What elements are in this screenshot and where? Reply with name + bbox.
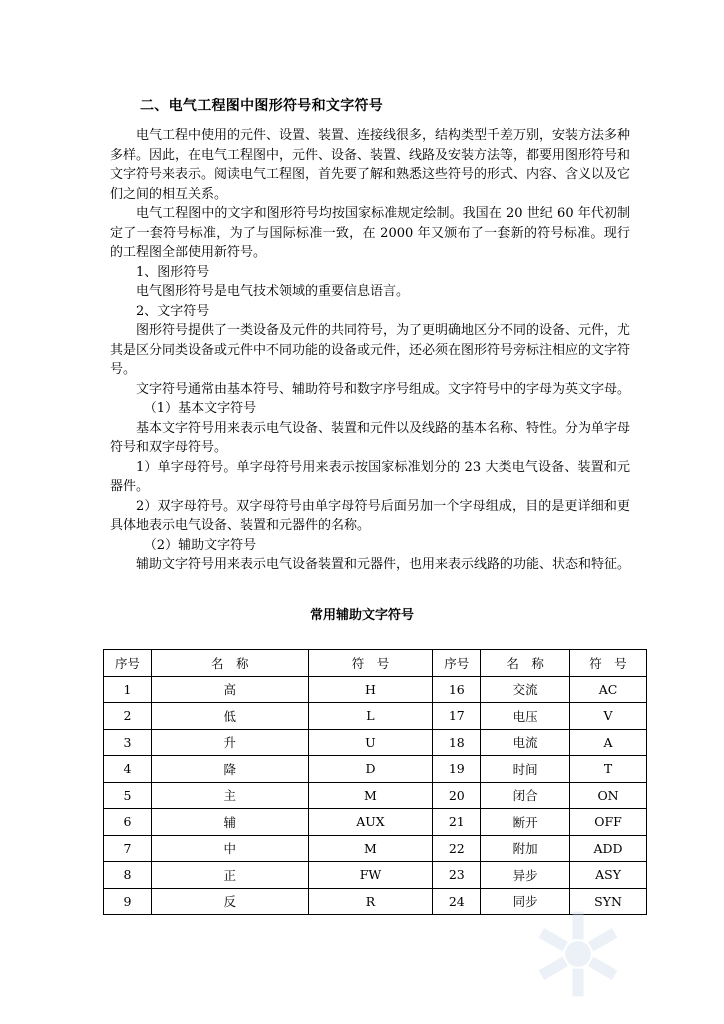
table-cell: FW: [308, 862, 433, 889]
header-cell: 名 称: [151, 650, 308, 677]
table-cell: 23: [433, 862, 481, 889]
table-cell: 4: [104, 756, 152, 783]
table-cell: ON: [570, 782, 647, 809]
snowflake-watermark-icon: [532, 908, 624, 1000]
table-cell: L: [308, 703, 433, 730]
table-cell: 5: [104, 782, 152, 809]
table-cell: 3: [104, 729, 152, 756]
table-cell: M: [308, 782, 433, 809]
paragraph: 电气图形符号是电气技术领域的重要信息语言。: [136, 284, 410, 299]
table-row: [104, 729, 647, 756]
table-cell: 正: [151, 862, 308, 889]
table-cell: A: [570, 729, 647, 756]
table-cell: 24: [433, 888, 481, 915]
subheading: 1、图形符号: [136, 264, 210, 280]
table-cell: 电压: [481, 703, 570, 730]
table-cell: 附加: [481, 835, 570, 862]
header-cell: 符 号: [308, 650, 433, 677]
table-cell: 16: [433, 676, 481, 703]
table-row: [104, 782, 647, 809]
table-cell: 7: [104, 835, 152, 862]
table-cell: 主: [151, 782, 308, 809]
table-cell: D: [308, 756, 433, 783]
table-cell: 电流: [481, 729, 570, 756]
table-cell: AUX: [308, 809, 433, 836]
table-cell: 升: [151, 729, 308, 756]
table-cell: 9: [104, 888, 152, 915]
table-cell: 21: [433, 809, 481, 836]
table-cell: 辅: [151, 809, 308, 836]
symbol-table: [103, 649, 647, 915]
table-cell: 高: [151, 676, 308, 703]
table-cell: 降: [151, 756, 308, 783]
paragraph: 1）单字母符号。单字母符号用来表示按国家标准划分的 23 大类电气设备、装置和元器件。: [110, 459, 630, 494]
table-row: [104, 756, 647, 783]
table-cell: 22: [433, 835, 481, 862]
paragraph: 基本文字符号用来表示电气设备、装置和元件以及线路的基本名称、特性。分为单字母符号和双字母符号。: [110, 420, 631, 455]
table-cell: H: [308, 676, 433, 703]
table-cell: 8: [104, 862, 152, 889]
table-row: [104, 676, 647, 703]
body-text: [110, 126, 630, 575]
table-cell: 反: [151, 888, 308, 915]
table-cell: 17: [433, 703, 481, 730]
header-cell: 序号: [433, 650, 481, 677]
table-cell: 闭合: [481, 782, 570, 809]
table-cell: V: [570, 703, 647, 730]
table-cell: 18: [433, 729, 481, 756]
table-cell: ADD: [570, 835, 647, 862]
table-row: [104, 862, 647, 889]
table-cell: 同步: [481, 888, 570, 915]
table-cell: M: [308, 835, 433, 862]
table-title: 常用辅助文字符号: [309, 608, 414, 623]
table-row: [104, 809, 647, 836]
paragraph: 图形符号提供了一类设备及元件的共同符号，为了更明确地区分不同的设备、元件，尤其是区分同类设备或元件中不同功能的设备或元件，还必须在图形符号旁标注相应的文字符号。: [110, 323, 631, 377]
table-cell: OFF: [570, 809, 647, 836]
table-row: [104, 835, 647, 862]
table-cell: 6: [104, 809, 152, 836]
subheading: 2、文字符号: [136, 303, 210, 319]
table-cell: 20: [433, 782, 481, 809]
table-cell: R: [308, 888, 433, 915]
table-cell: U: [308, 729, 433, 756]
paragraph: 辅助文字符号用来表示电气设备装置和元器件，也用来表示线路的功能、状态和特征。: [136, 557, 631, 572]
paragraph: 电气工程中使用的元件、设置、装置、连接线很多，结构类型千差万别，安装方法多种多样。因此，在电气工程图中，元件、设备、装置、线路及安装方法等，都要用图形符号和文字符号来表示。阅读电气工程图，首先要了解和熟悉这些符号的形式、内容、含义以及它们之间的相互关系。: [110, 128, 631, 202]
header-cell: 序号: [104, 650, 152, 677]
table-cell: 19: [433, 756, 481, 783]
paragraph: 2）双字母符号。双字母符号由单字母符号后面另加一个字母组成，目的是更详细和更具体地表示电气设备、装置和元器件的名称。: [110, 498, 630, 533]
table-cell: 1: [104, 676, 152, 703]
table-cell: 时间: [481, 756, 570, 783]
subheading: （2）辅助文字符号: [143, 537, 257, 553]
table-cell: 中: [151, 835, 308, 862]
paragraph: 电气工程图中的文字和图形符号均按国家标准规定绘制。我国在 20 世纪 60 年代初制定了一套符号标准，为了与国际标准一致，在 2000 年又颁布了一套新的符号标准。现行的工程图全部使用新符号。: [110, 206, 630, 260]
table-cell: SYN: [570, 888, 647, 915]
header-cell: 符 号: [570, 650, 647, 677]
table-cell: 低: [151, 703, 308, 730]
table-cell: 交流: [481, 676, 570, 703]
table-cell: 异步: [481, 862, 570, 889]
table-header-row: [104, 650, 647, 677]
paragraph: 文字符号通常由基本符号、辅助符号和数字序号组成。文字符号中的字母为英文字母。: [136, 381, 631, 397]
table-cell: 2: [104, 703, 152, 730]
subheading: （1）基本文字符号: [143, 401, 257, 416]
table-cell: 断开: [481, 809, 570, 836]
table-row: [104, 703, 647, 730]
table-cell: AC: [570, 676, 647, 703]
table-cell: T: [570, 756, 647, 783]
header-cell: 名 称: [481, 650, 570, 677]
table-cell: ASY: [570, 862, 647, 889]
section-title: 二、电气工程图中图形符号和文字符号: [140, 98, 384, 114]
